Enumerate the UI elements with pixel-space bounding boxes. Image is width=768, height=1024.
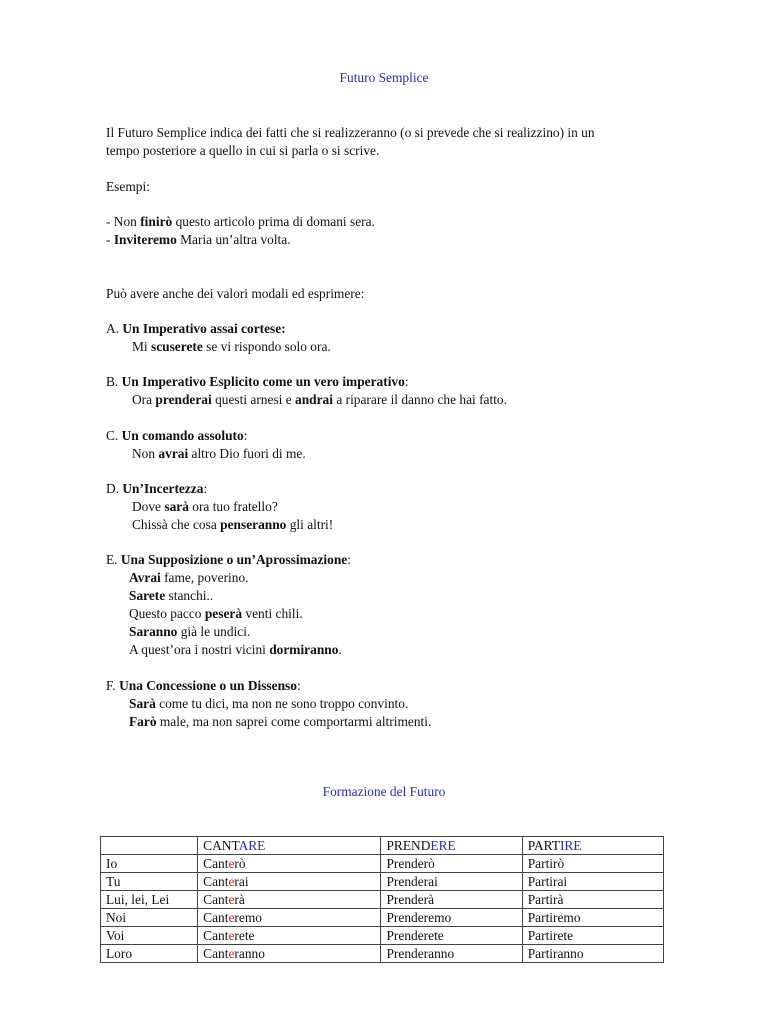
table-row [101,945,664,963]
are-form-cell: Canterò [198,855,381,873]
intro-line-1: Il Futuro Semplice indica dei fatti che si realizzeranno (o si prevede che si realizzino) in un [106,125,595,140]
ere-form-cell: Prenderai [381,873,522,891]
are-form-cell: Canterai [198,873,381,891]
section-example: A quest’ora i nostri vicini dormiranno. [129,642,342,657]
ire-form-cell: Partirà [522,891,663,909]
pronoun-cell: Noi [101,909,198,927]
pronoun-cell: Tu [101,873,198,891]
table-header-cell: PARTIRE [522,837,663,855]
ere-form-cell: Prenderò [381,855,522,873]
are-form-cell: Canterà [198,891,381,909]
ire-form-cell: Partirò [522,855,663,873]
section-example: Farò male, ma non saprei come comportarmi altrimenti. [129,714,432,729]
section-example: Dove sarà ora tuo fratello? [132,499,278,514]
section-example: Sarà come tu dici, ma non ne sono troppo convinto. [129,696,409,711]
example-line: - Inviteremo Maria un’altra volta. [106,232,291,247]
table-row [101,909,664,927]
section-example: Saranno già le undici. [129,624,251,639]
pronoun-cell: Loro [101,945,198,963]
section-example: Chissà che cosa penseranno gli altri! [132,517,334,532]
table-header-cell [101,837,198,855]
page-title: Futuro Semplice [339,70,429,85]
section-heading-d: D. Un’Incertezza: [106,481,208,496]
pronoun-cell: Voi [101,927,198,945]
table-header-cell: CANTARE [198,837,381,855]
section-example: Avrai fame, poverino. [129,570,249,585]
ere-form-cell: Prenderà [381,891,522,909]
ire-form-cell: Partiremo [522,909,663,927]
section-example: Non avrai altro Dio fuori di me. [132,446,306,461]
ire-form-cell: Partiranno [522,945,663,963]
section-example: Sarete stanchi.. [129,588,214,603]
table-header-row [101,837,664,855]
section-example: Mi scuserete se vi rispondo solo ora. [132,339,331,354]
section-example: Ora prenderai questi arnesi e andrai a riparare il danno che hai fatto. [132,392,507,407]
ire-form-cell: Partirete [522,927,663,945]
intro-line-2: tempo posteriore a quello in cui si parla o si scrive. [106,143,380,158]
table-row [101,891,664,909]
section-heading-e: E. Una Supposizione o un’Aprossimazione: [106,552,351,567]
ere-form-cell: Prenderanno [381,945,522,963]
ire-form-cell: Partirai [522,873,663,891]
are-form-cell: Canterete [198,927,381,945]
table-row [101,855,664,873]
section-heading-f: F. Una Concessione o un Dissenso: [106,678,301,693]
section-heading-c: C. Un comando assoluto: [106,428,248,443]
examples-label: Esempi: [106,179,150,194]
table-header-cell: PRENDERE [381,837,522,855]
section-heading-b: B. Un Imperativo Esplicito come un vero imperativo: [106,374,409,389]
section-example: Questo pacco peserà venti chili. [129,606,303,621]
are-form-cell: Canteranno [198,945,381,963]
pronoun-cell: Lui, lei, Lei [101,891,198,909]
modal-intro: Può avere anche dei valori modali ed esprimere: [106,286,365,301]
pronoun-cell: Io [101,855,198,873]
table-row [101,927,664,945]
section-heading-a: A. Un Imperativo assai cortese: [106,321,286,336]
are-form-cell: Canteremo [198,909,381,927]
ere-form-cell: Prenderete [381,927,522,945]
formation-title: Formazione del Futuro [322,784,446,799]
ere-form-cell: Prenderemo [381,909,522,927]
conjugation-table [100,836,664,963]
table-row [101,873,664,891]
example-line: - Non finirò questo articolo prima di domani sera. [106,214,375,229]
